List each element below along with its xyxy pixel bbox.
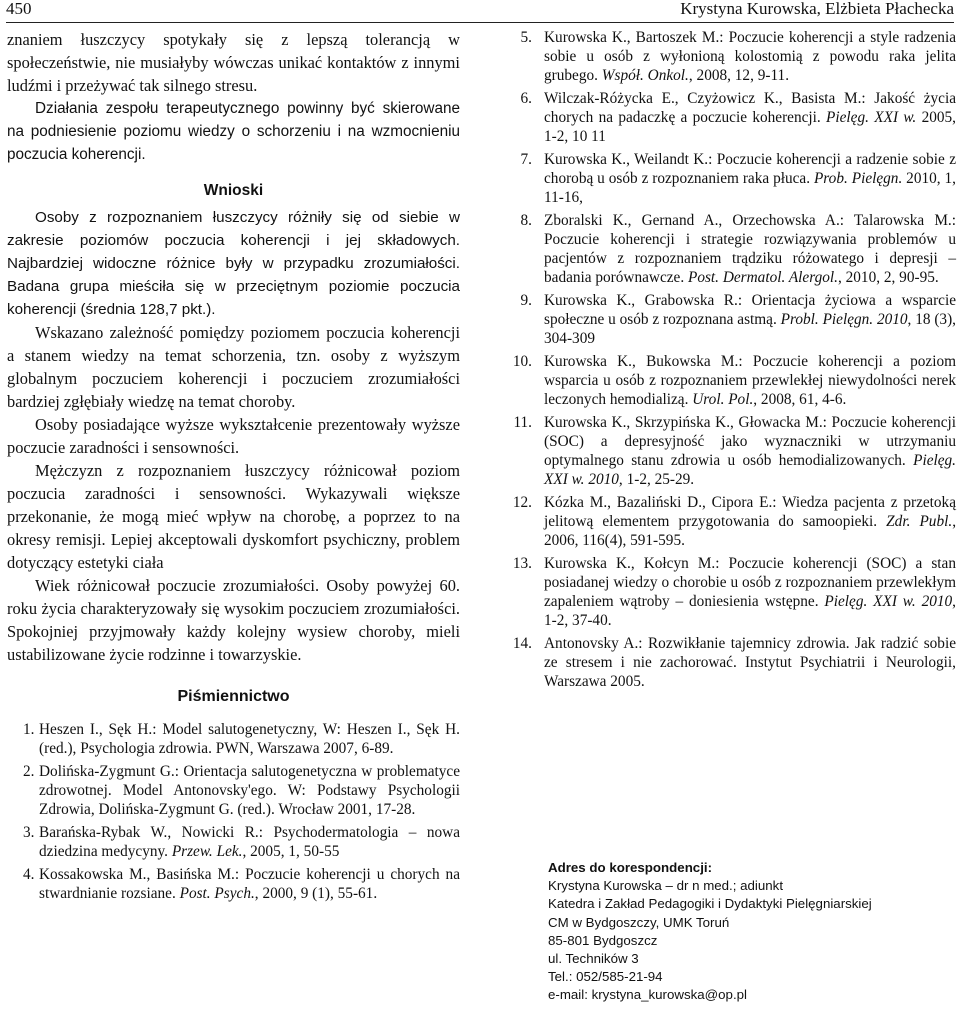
right-column [510, 28, 956, 695]
correspondence-line: 85-801 Bydgoszcz [548, 932, 658, 948]
running-head-authors: Krystyna Kurowska, Elżbieta Płachecka [680, 0, 954, 18]
correspondence-line: Krystyna Kurowska – dr n med.; adiunkt [548, 878, 784, 894]
reference-item: 6. Wilczak-Różycka E., Czyżowicz K., Basista M.: Jakość życia chorych na padaczkę a poczucie koherencji. Pielęg. XXI w. 2005, 1-2, 10 11 [520, 90, 957, 145]
correspondence-line: Katedra i Zakład Pedagogiki i Dydaktyki Pielęgniarskiej [548, 896, 872, 912]
reference-item: 11. Kurowska K., Skrzypińska K., Głowacka M.: Poczucie koherencji (SOC) a depresyjność jako wyznaczniki w utrzymaniu optymalnego stanu zdrowia u osób hemodializowanych. Pielęg. XXI w. 2010, 1-2, 25-29. [513, 414, 956, 488]
conclusions-paragraph: Osoby z rozpoznaniem łuszczycy różniły się od siebie w zakresie poziomów poczucia koherencji i jej składowych. Najbardziej widoczne różnice były w przypadku zrozumiałości. Badana grupa mieściła się w przeciętnym poziomie poczucia koherencji (średnia 128,7 pkt.). [7, 209, 460, 318]
correspondence-line: Tel.: 052/585-21-94 [548, 969, 663, 985]
reference-item: 4. Kossakowska M., Basińska M.: Poczucie koherencji u chorych na stwardnianie rozsiane. Post. Psych., 2000, 9 (1), 55-61. [23, 866, 460, 902]
reference-item: 10. Kurowska K., Bukowska M.: Poczucie koherencji a poziom wsparcia u osób z rozpoznaniem przewlekłej niewydolności nerek leczonych hemodializą. Urol. Pol., 2008, 61, 4-6. [512, 353, 956, 408]
conclusions-paragraph: Osoby posiadające wyższe wykształcenie prezentowały wyższe poczucie zaradności i sensowności. [7, 415, 460, 457]
references-list [7, 720, 460, 903]
references-heading: Piśmiennictwo [177, 688, 290, 705]
reference-item: 1. Heszen I., Sęk H.: Model salutogenetyczny, W: Heszen I., Sęk H. (red.), Psychologia zdrowia. PWN, Warszawa 2007, 6-89. [23, 721, 460, 757]
reference-item: 2. Dolińska-Zygmunt G.: Orientacja salutogenetyczna w problematyce zdrowotnej. Model Antonovsky'ego. W: Podstawy Psychologii Zdrowia, Dolińska-Zygmunt G. (red.). Wrocław 2001, 17-28. [23, 763, 460, 818]
intro-paragraph: Działania zespołu terapeutycznego powinny być skierowane na podniesienie poziomu wiedzy o schorzeniu i na wzmocnieniu poczucia koherencji. [7, 100, 460, 163]
conclusions-heading: Wnioski [203, 182, 264, 199]
reference-item: 12. Kózka M., Bazaliński D., Cipora E.: Wiedza pacjenta z przetoką jelitową elementem przygotowania do samoopieki. Zdr. Publ., 2006, 116(4), 591-595. [512, 494, 957, 549]
email-address: e-mail: krystyna_kurowska@op.pl [548, 987, 747, 1003]
intro-paragraph: znaniem łuszczycy spotykały się z lepszą tolerancją w społeczeństwie, nie musiałyby wówczas unikać kontaktów z innymi ludźmi i przeżywać tak silnego stresu. [7, 30, 460, 95]
reference-item: 8. Zboralski K., Gernand A., Orzechowska A.: Talarowska M.: Poczucie koherencji i strategie rozwiązywania problemów u pacjentów z rozpoznaniem trądziku różowatego i depresji – badania porównawcze. Post. Dermatol. Alergol., 2010, 2, 90-95. [520, 212, 956, 286]
reference-item: 5. Kurowska K., Bartoszek M.: Poczucie koherencji a style radzenia sobie u osób z wyłonioną kolostomią z powodu raka jelita grubego. Współ. Onkol., 2008, 12, 9-11. [520, 29, 956, 84]
reference-item: 7. Kurowska K., Weilandt K.: Poczucie koherencji a radzenie sobie z chorobą u osób z rozpoznaniem raka płuca. Prob. Pielęgn. 2010, 1, 11-16, [520, 151, 956, 206]
correspondence-title: Adres do korespondencji: [548, 860, 713, 875]
page-number: 450 [6, 0, 32, 18]
conclusions-paragraph: Mężczyzn z rozpoznaniem łuszczycy różnicował poziom poczucia zaradności i sensowności. Wykazywali większe przekonanie, że mogą mieć wpływ na chorobę, a poprzez to na okresy remisji. Lepiej akceptowali dyskomfort psychiczny, problem dotyczący estetyki ciała [7, 461, 460, 572]
reference-item: 14. Antonovsky A.: Rozwikłanie tajemnicy zdrowia. Jak radzić sobie ze stresem i nie zachorować. Instytut Psychiatrii i Neurologii, Warszawa 2005. [512, 635, 956, 690]
conclusions-paragraph: Wiek różnicował poczucie zrozumiałości. Osoby powyżej 60. roku życia charakteryzowały się wysokim poczuciem zrozumiałości. Spokojniej przyjmowały każdy kolejny wysiew choroby, mieli ustabilizowane życie rodzinne i towarzyskie. [7, 576, 460, 664]
reference-item: 9. Kurowska K., Grabowska R.: Orientacja życiowa a wsparcie społeczne u osób z rozpoznana astmą. Probl. Pielęgn. 2010, 18 (3), 304-309 [520, 292, 956, 347]
correspondence-line: ul. Techników 3 [548, 951, 639, 967]
conclusions-paragraph: Wskazano zależność pomiędzy poziomem poczucia koherencji a stanem wiedzy na temat schorzenia, tzn. osoby z wyższym globalnym poczuciem koherencji i poczuciem zrozumiałości bardziej zgłębiały wiedzę na temat choroby. [7, 323, 460, 411]
correspondence-address [548, 859, 948, 1005]
references-list-continued [510, 28, 956, 691]
correspondence-line: CM w Bydgoszczy, UMK Toruń [548, 914, 730, 930]
left-column [7, 28, 460, 907]
page-header [6, 0, 954, 23]
reference-item: 13. Kurowska K., Kołcyn M.: Poczucie koherencji (SOC) a stan posiadanej wiedzy o chorobie u osób z rozpoznaniem przewlekłym zapaleniem wątroby – doniesienia wstępne. Pielęg. XXI w. 2010, 1-2, 37-40. [512, 555, 956, 629]
reference-item: 3. Barańska-Rybak W., Nowicki R.: Psychodermatologia – nowa dziedzina medycyny. Przew. Lek., 2005, 1, 50-55 [23, 824, 460, 860]
